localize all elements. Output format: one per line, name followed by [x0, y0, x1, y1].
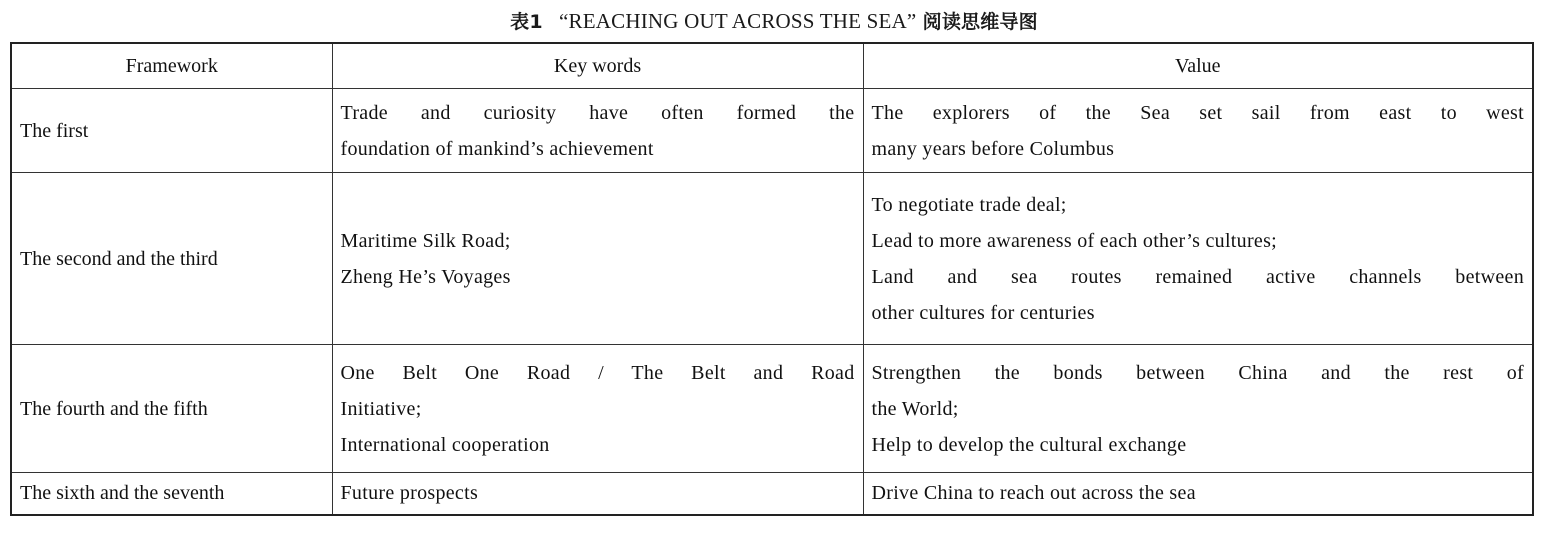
keywords-cell — [332, 345, 863, 473]
cell-line: To negotiate trade deal; — [871, 193, 1067, 216]
cell-line: International cooperation — [340, 433, 550, 456]
header-row — [11, 43, 1533, 89]
cell-line: the World; — [871, 397, 959, 420]
cell-line: Drive China to reach out across the sea — [871, 482, 1196, 505]
cell-line: Trade and curiosity have often formed the — [340, 101, 855, 124]
caption-title-english: “REACHING OUT ACROSS THE SEA” — [559, 9, 917, 33]
header-framework: Framework — [11, 43, 332, 89]
value-cell — [863, 473, 1533, 515]
cell-line: Land and sea routes remained active channels between — [871, 265, 1524, 288]
keywords-cell — [332, 89, 863, 173]
table-number: 表1 — [510, 11, 543, 33]
framework-cell: The sixth and the seventh — [11, 473, 332, 515]
value-cell — [863, 173, 1533, 345]
cell-line: Maritime Silk Road; — [340, 229, 511, 252]
framework-cell: The second and the third — [11, 173, 332, 345]
header-key-words: Key words — [332, 43, 863, 89]
cell-line: Future prospects — [340, 482, 479, 505]
cell-line: other cultures for centuries — [871, 301, 1095, 324]
table-row — [11, 473, 1533, 515]
cell-line: One Belt One Road / The Belt and Road — [340, 361, 855, 384]
cell-line: Strengthen the bonds between China and the rest of — [871, 361, 1524, 384]
table-row — [11, 89, 1533, 173]
table-row — [11, 173, 1533, 345]
framework-cell: The fourth and the fifth — [11, 345, 332, 473]
cell-line: Zheng He’s Voyages — [340, 265, 511, 288]
cell-line: Initiative; — [340, 397, 422, 420]
value-cell — [863, 345, 1533, 473]
cell-line: Lead to more awareness of each other’s cultures; — [871, 229, 1278, 252]
cell-line: foundation of mankind’s achievement — [340, 137, 654, 160]
cell-line: The explorers of the Sea set sail from east to west — [871, 101, 1524, 124]
keywords-cell — [332, 173, 863, 345]
table-row — [11, 345, 1533, 473]
cell-line: Help to develop the cultural exchange — [871, 433, 1187, 456]
table-caption — [0, 4, 1542, 38]
caption-title-chinese: 阅读思维导图 — [922, 11, 1038, 33]
framework-cell: The first — [11, 89, 332, 173]
mind-map-table — [10, 42, 1534, 516]
cell-line: many years before Columbus — [871, 137, 1115, 160]
value-cell — [863, 89, 1533, 173]
keywords-cell — [332, 473, 863, 515]
header-value: Value — [863, 43, 1533, 89]
